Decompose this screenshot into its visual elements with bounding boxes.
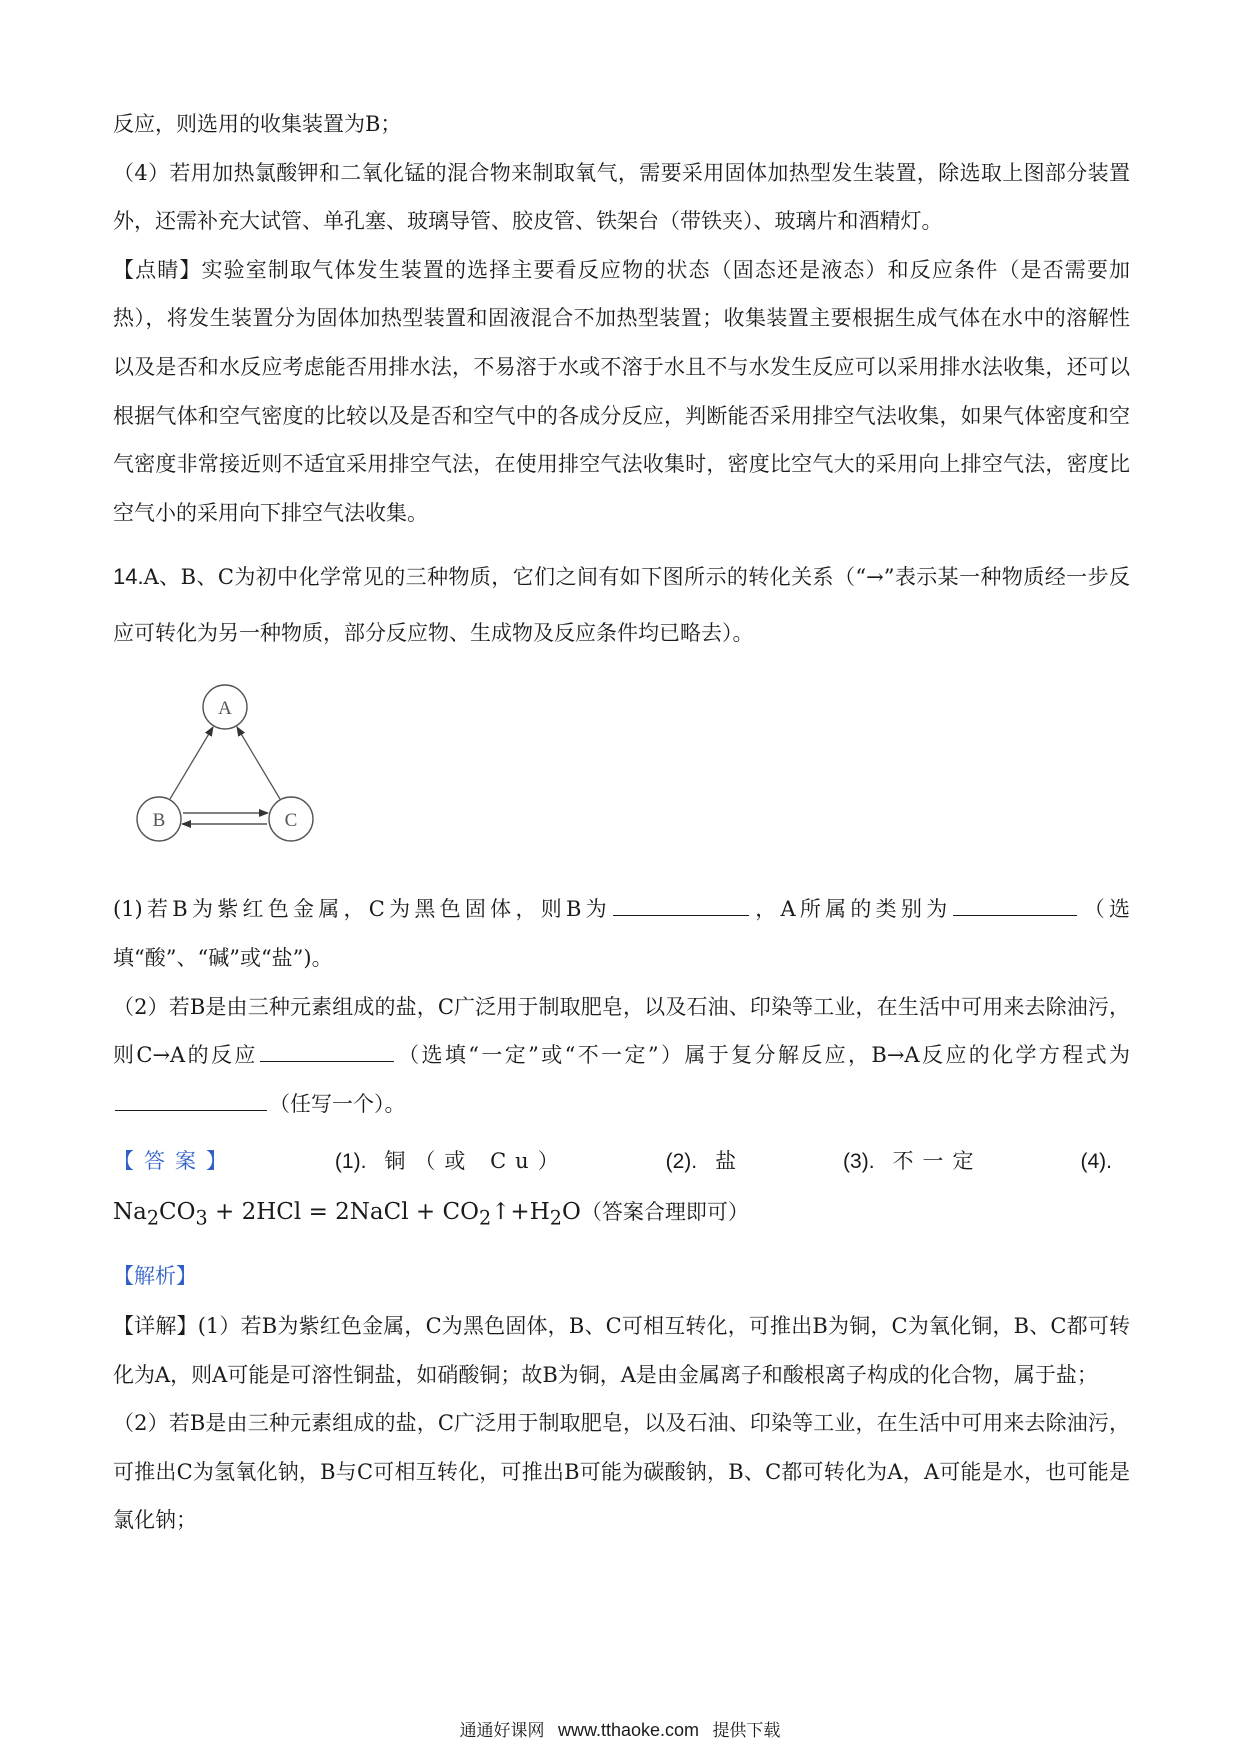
answer-item-4: (4).: [1080, 1150, 1112, 1174]
conversion-diagram-svg: [105, 667, 335, 885]
paragraph-collection-device: 反应，则选用的收集装置为B；: [113, 112, 402, 136]
answer-item-2: (2). 盐: [665, 1149, 746, 1174]
chemical-equation: $Na_2CO_3 + 2HCl$ = 2NaCl + $CO_2↑+H_2O$（答案合理即可）: [113, 1199, 749, 1230]
footer-site-name: 通通好课网: [459, 1721, 545, 1741]
arrow-b-to-a: [170, 727, 213, 799]
node-c-label: C: [284, 810, 298, 832]
question-14-stem: [113, 549, 1130, 661]
answer-item-3: (3). 不一定: [843, 1149, 983, 1174]
blank-b-identity[interactable]: [613, 893, 749, 916]
document-content: [113, 100, 1130, 1545]
node-a-label: A: [218, 698, 232, 720]
analysis-label: 【解析】: [113, 1263, 197, 1288]
blank-reaction-type[interactable]: [260, 1039, 394, 1062]
answer-note: （答案合理即可）: [580, 1200, 749, 1225]
question-number: 14.: [113, 564, 144, 590]
question-stem-text: A、B、C为初中化学常见的三种物质，它们之间有如下图所示的转化关系（“→”表示某一种物质经一步反应可转化为另一种物质，部分反应物、生成物及反应条件均已略去）。: [113, 565, 1130, 646]
question-14-part-2: （2）若B是由三种元素组成的盐，C广泛用于制取肥皂，以及石油、印染等工业，在生活中可用来去除油污，则C→A的反应 （选填“一定”或“不一定”）属于复分解反应，B→A反应的化学方程式为（任写一个）。: [113, 994, 1130, 1116]
paragraph-key-points: 【点睛】实验室制取气体发生装置的选择主要看反应物的状态（固态还是液态）和反应条件（是否需要加热），将发生装置分为固体加热型装置和固液混合不加热型装置；收集装置主要根据生成气体在水中的溶解性以及是否和水反应考虑能否用排水法，不易溶于水或不溶于水且不与水发生反应可以采用排水法收集，还可以根据气体和空气密度的比较以及是否和空气中的各成分反应，判断能否采用排空气法收集，如果气体密度和空气密度非常接近则不适宜采用排空气法，在使用排空气法收集时，密度比空气大的采用向上排空气法，密度比空气小的采用向下排空气法收集。: [113, 257, 1130, 525]
analysis-detail-2: （2）若B是由三种元素组成的盐，C广泛用于制取肥皂，以及石油、印染等工业，在生活中可用来去除油污，可推出C为氢氧化钠，B与C可相互转化，可推出B可能为碳酸钠，B、C都可转化为A，A可能是水，也可能是氯化钠；: [113, 1411, 1130, 1533]
paragraph-part-4: （4）若用加热氯酸钾和二氧化锰的混合物来制取氧气，需要采用固体加热型发生装置，除选取上图部分装置外，还需补充大试管、单孔塞、玻璃导管、胶皮管、铁架台（带铁夹）、玻璃片和酒精灯。: [113, 160, 1130, 234]
node-b-label: B: [152, 810, 166, 832]
conversion-diagram: [105, 667, 1130, 885]
footer-suffix: 提供下载: [712, 1721, 781, 1741]
analysis-detail-1: 【详解】(1）若B为紫红色金属，C为黑色固体，B、C可相互转化，可推出B为铜，C为氧化铜，B、C都可转化为A，则A可能是可溶性铜盐，如硝酸铜；故B为铜，A是由金属离子和酸根离子构成的化合物，属于盐；: [113, 1313, 1130, 1387]
arrow-c-to-a: [237, 727, 280, 799]
blank-equation[interactable]: [115, 1088, 267, 1111]
answer-item-1: (1). 铜（或 Cu）: [334, 1149, 568, 1174]
blank-a-category[interactable]: [953, 893, 1077, 916]
question-14-part-1: (1)若B为紫红色金属，C为黑色固体，则B为 ，A所属的类别为 （选填“酸”、“碱”或“盐”)。: [113, 885, 1130, 982]
answer-line: [113, 1136, 1130, 1187]
answer-label: 【答案】: [113, 1149, 237, 1174]
page-footer: [0, 1716, 1240, 1741]
footer-url-link[interactable]: www.tthaoke.com: [557, 1720, 700, 1740]
